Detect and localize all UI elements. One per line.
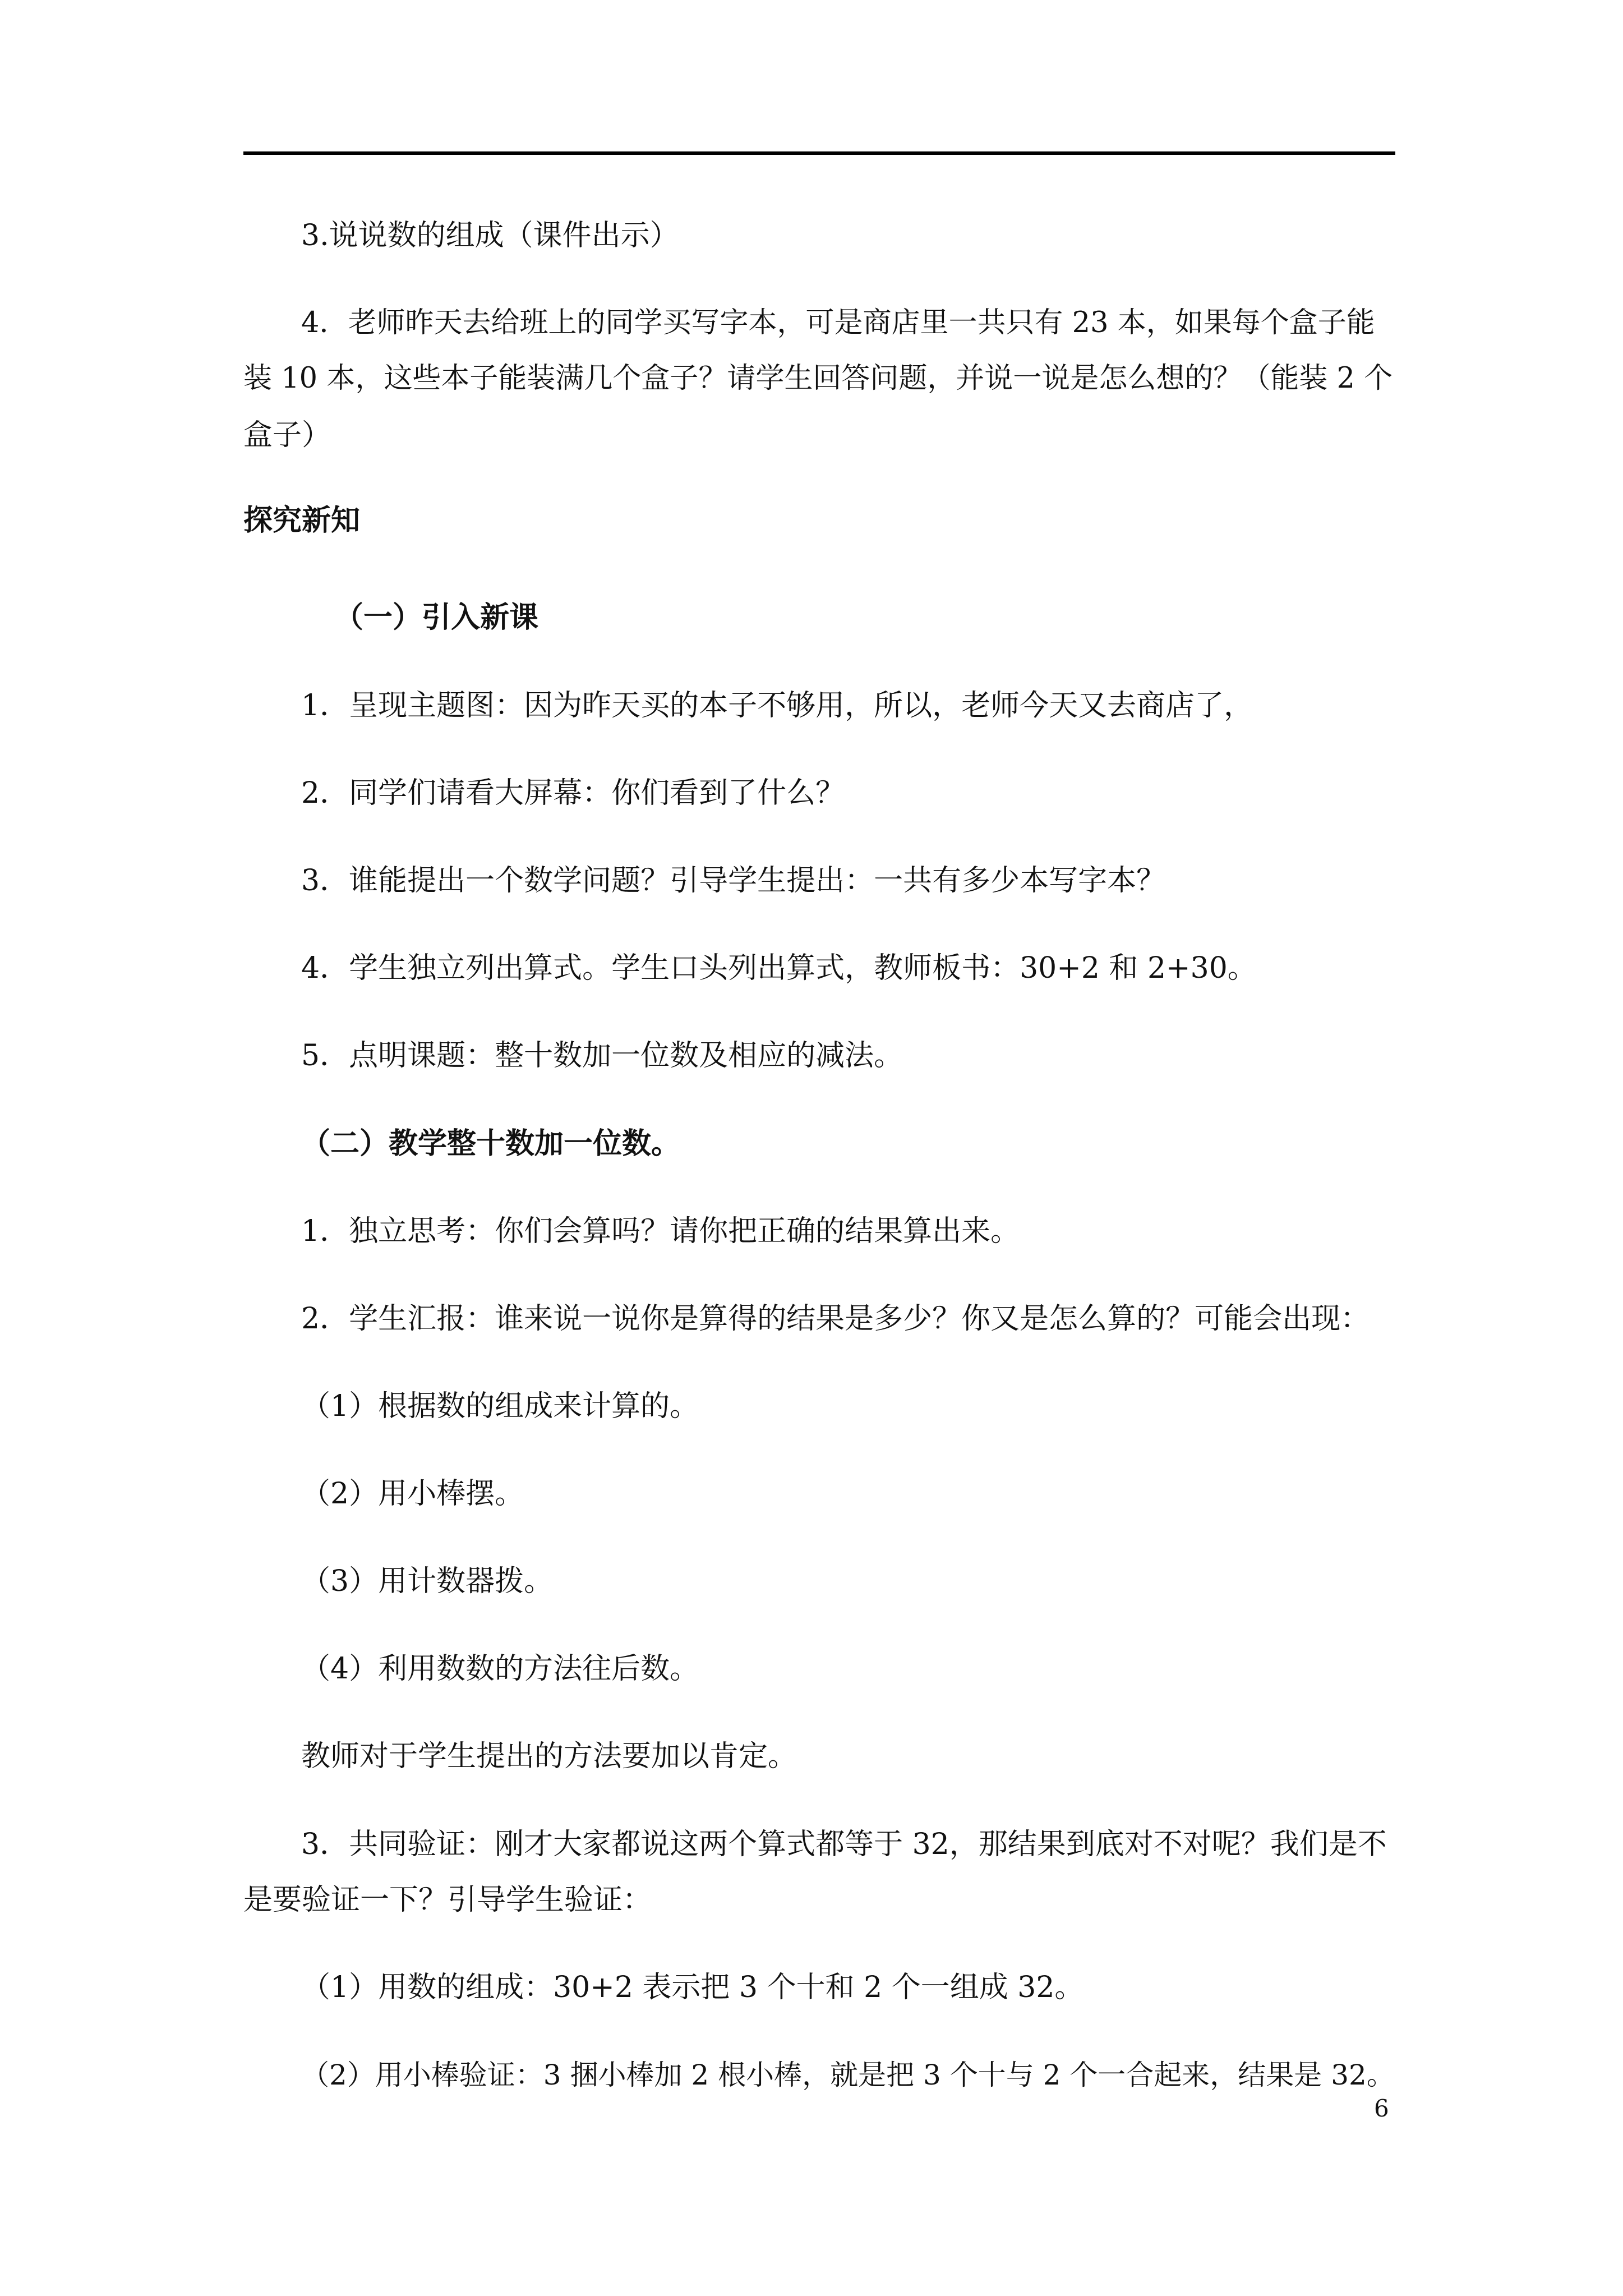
paragraph: 盒子） xyxy=(243,418,331,452)
paragraph: （3）用计数器拨。 xyxy=(301,1565,554,1598)
paragraph: 3．谁能提出一个数学问题？引导学生提出：一共有多少本写字本？ xyxy=(301,864,1166,898)
paragraph: （1）用数的组成：30+2 表示把 3 个十和 2 个一组成 32。 xyxy=(301,1971,1084,2004)
paragraph: 1．独立思考：你们会算吗？请你把正确的结果算出来。 xyxy=(301,1214,1020,1248)
paragraph: 4．学生独立列出算式。学生口头列出算式，教师板书：30+2 和 2+30。 xyxy=(301,951,1257,985)
subsection-heading: （一）引入新课 xyxy=(334,600,539,634)
paragraph: 2．学生汇报：谁来说一说你是算得的结果是多少？你又是怎么算的？可能会出现： xyxy=(301,1302,1370,1336)
paragraph: 是要验证一下？引导学生验证： xyxy=(243,1883,652,1917)
paragraph: （2）用小棒摆。 xyxy=(301,1477,524,1511)
paragraph: 5．点明课题：整十数加一位数及相应的减法。 xyxy=(301,1039,903,1073)
paragraph: （1）根据数的组成来计算的。 xyxy=(301,1389,699,1423)
paragraph: 教师对于学生提出的方法要加以肯定。 xyxy=(301,1740,797,1773)
subsection-heading: （二）教学整十数加一位数。 xyxy=(301,1126,681,1161)
paragraph: 3.说说数的组成（课件出示） xyxy=(301,219,679,252)
paragraph: （4）利用数数的方法往后数。 xyxy=(301,1652,699,1686)
page-number: 6 xyxy=(1374,2095,1389,2122)
section-heading: 探究新知 xyxy=(243,503,361,537)
paragraph: 装 10 本，这些本子能装满几个盒子？请学生回答问题，并说一说是怎么想的？（能装 2 个 xyxy=(243,362,1393,395)
paragraph: 3．共同验证：刚才大家都说这两个算式都等于 32，那结果到底对不对呢？我们是不 xyxy=(301,1828,1387,1861)
paragraph: 4．老师昨天去给班上的同学买写字本，可是商店里一共只有 23 本，如果每个盒子能 xyxy=(301,306,1375,339)
paragraph: 1．呈现主题图：因为昨天买的本子不够用，所以，老师今天又去商店了， xyxy=(301,689,1253,723)
paragraph: 2．同学们请看大屏幕：你们看到了什么？ xyxy=(301,776,845,810)
paragraph: （2）用小棒验证：3 捆小棒加 2 根小棒，就是把 3 个十与 2 个一合起来，结果是 32。 xyxy=(301,2059,1395,2091)
header-rule xyxy=(243,151,1395,155)
